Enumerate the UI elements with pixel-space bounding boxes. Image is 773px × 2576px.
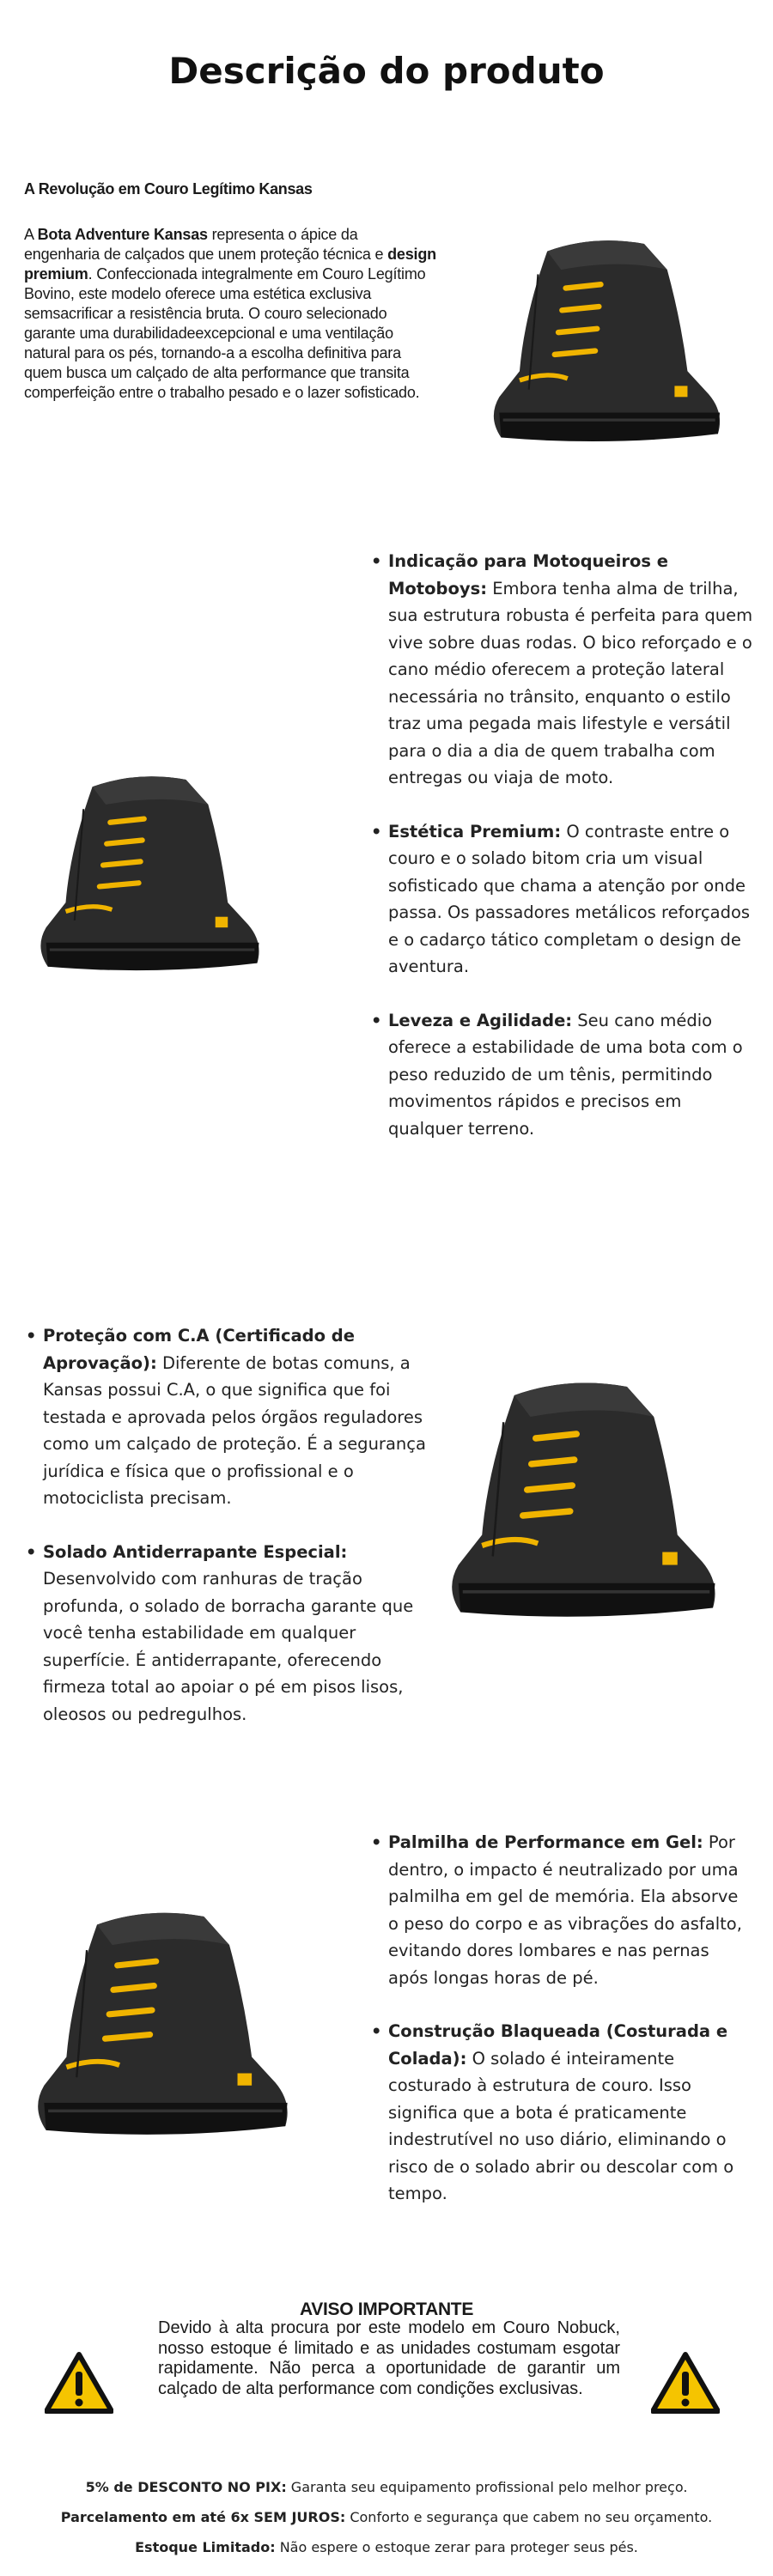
feature-item [26,1322,438,1512]
feature-title: Indicação para Motoqueiros e Motoboys: [388,551,668,598]
warning-triangle-icon-left [45,2351,113,2416]
boot-image-3 [438,1374,730,1631]
feature-item [371,548,753,792]
notice-title: AVISO IMPORTANTE [299,2300,474,2319]
feature-item [371,1829,753,1991]
feature-item [371,818,753,981]
feature-list-1 [371,548,753,1142]
footer-label: 5% de DESCONTO NO PIX: [85,2479,287,2495]
feature-text: O contraste entre o couro e o solado bitom cria um visual sofisticado que chama a atenção por onde passa. Os passadores metálicos reforçados e o cadarço tático completam o design de aventura. [388,821,751,976]
warning-triangle-icon-right [651,2351,720,2416]
feature-title: Estética Premium: [388,821,562,841]
feature-title: Palmilha de Performance em Gel: [388,1832,703,1852]
feature-text: Por dentro, o impacto é neutralizado por uma palmilha em gel de memória. Ela absorve o peso do corpo e as vibrações do asfalto, evitando dores lombares e nas pernas após longas horas de pé. [388,1832,742,1988]
intro-text-part: representa o ápice da engenharia de calçados que unem proteção técnica e [24,226,388,263]
feature-title: Proteção com C.A (Certificado de Aprovação): [43,1326,355,1373]
feature-item [371,1007,753,1143]
intro-paragraph [24,225,436,403]
footer-label: Estoque Limitado: [135,2539,276,2555]
feature-text: Embora tenha alma de trilha, sua estrutura robusta é perfeita para quem vive sobre duas rodas. O bico reforçado e o cano médio oferecem a proteção lateral necessária no trânsito, enquanto o estilo traz uma pegada mais lifestyle e versátil para o dia a dia de quem trabalha com entregas ou viaja de moto. [388,578,753,787]
intro-design: design premium [24,246,436,283]
boot-image-2 [30,756,271,996]
intro-brand: Bota Adventure Kansas [37,226,208,243]
feature-title: Leveza e Agilidade: [388,1010,573,1030]
intro-heading: A Revolução em Couro Legítimo Kansas [24,180,313,197]
boot-image-4 [26,1902,301,2151]
feature-list-2 [26,1322,438,1728]
feature-title: Construção Blaqueada (Costurada e Colada): [388,2021,728,2069]
boot-image-1 [483,215,732,472]
footer-line-estoque [0,2539,773,2555]
feature-text: Seu cano médio oferece a estabilidade de uma bota com o peso reduzido de um tênis, permitindo movimentos rápidos e precisos em qualquer terreno. [388,1010,743,1139]
feature-text: O solado é inteiramente costurado à estrutura de couro. Isso significa que a bota é praticamente indestrutível no uso diário, eliminando o risco de o solado abrir ou descolar com o tempo. [388,2048,734,2203]
intro-text-part: . Confeccionada integralmente em Couro Legítimo Bovino, este modelo oferece uma estética exclusiva semsacrificar a resistência bruta. O couro selecionado garante uma durabilidadeexcepcional e uma ventilação natural para os pés, tornando-a a escolha definitiva para quem busca um calçado de alta performance que transita comperfeição entre o trabalho pesado e o lazer sofisticado. [24,265,426,401]
footer-text: Garanta seu equipamento profissional pelo melhor preço. [286,2479,688,2495]
footer-line-pix [0,2479,773,2495]
feature-item [371,2018,753,2208]
footer-text: Conforto e segurança que cabem no seu orçamento. [345,2509,713,2525]
notice-text: Devido à alta procura por este modelo em Couro Nobuck, nosso estoque é limitado e as unidades costumam esgotar rapidamente. Não perca a oportunidade de garantir um calçado de alta performance com condições exclusivas. [158,2318,620,2398]
feature-text: Desenvolvido com ranhuras de tração profunda, o solado de borracha garante que você tenha estabilidade em qualquer superfície. É antiderrapante, oferecendo firmeza total ao apoiar o pé em pisos lisos, oleosos ou pedregulhos. [43,1569,414,1724]
feature-title: Solado Antiderrapante Especial: [43,1541,348,1562]
feature-text: Diferente de botas comuns, a Kansas possui C.A, o que significa que foi testada e aprovada pelos órgãos reguladores como um calçado de proteção. É a segurança jurídica e física que o profissional e o motociclista precisam. [43,1352,426,1508]
feature-item [26,1539,438,1728]
footer-line-parcelamento [0,2509,773,2525]
page-title: Descrição do produto [168,50,605,92]
feature-list-3 [371,1829,753,2208]
footer-text: Não espere o estoque zerar para proteger seus pés. [275,2539,638,2555]
intro-text-part: A [24,226,38,243]
footer-label: Parcelamento em até 6x SEM JUROS: [60,2509,346,2525]
